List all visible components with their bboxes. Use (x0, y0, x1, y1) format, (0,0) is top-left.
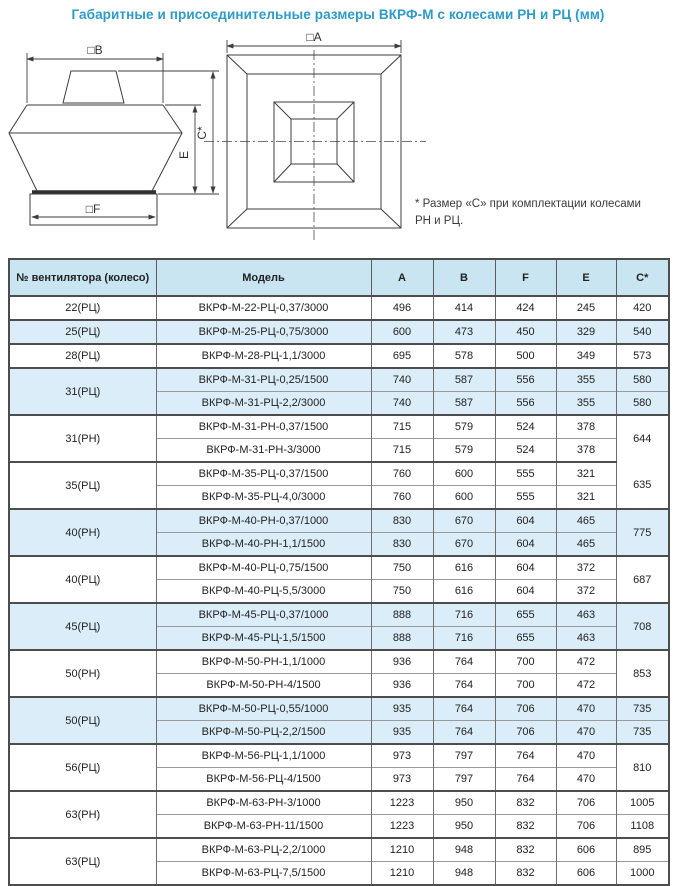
fan-number-cell: 63(РЦ) (9, 838, 156, 885)
header-dim-c: C* (616, 259, 669, 296)
dim-f-cell: 655 (495, 627, 556, 651)
dim-f-cell: 524 (495, 415, 556, 439)
model-cell: ВКРФ-М-45-РЦ-1,5/1500 (156, 627, 371, 651)
dim-b-cell: 764 (433, 674, 495, 698)
dim-e-cell: 472 (556, 650, 616, 674)
dim-f-cell: 832 (495, 838, 556, 862)
table-row (9, 320, 669, 344)
dim-e-cell: 355 (556, 392, 616, 416)
dim-c-cell: 580 (616, 368, 669, 392)
model-cell: ВКРФ-М-63-РЦ-2,2/1000 (156, 838, 371, 862)
fan-top-view-drawing (210, 28, 440, 248)
dim-c-cell: 580 (616, 392, 669, 416)
fan-number-cell: 45(РЦ) (9, 603, 156, 650)
header-dim-b: B (433, 259, 495, 296)
dim-e-cell: 706 (556, 791, 616, 815)
dim-a-cell: 935 (371, 721, 433, 745)
dim-c-cell: 1000 (616, 862, 669, 886)
dim-a-cell: 888 (371, 603, 433, 627)
dim-f-cell: 555 (495, 486, 556, 510)
dim-f-cell: 832 (495, 791, 556, 815)
dim-b-cell: 414 (433, 296, 495, 320)
dim-a-cell: 1210 (371, 862, 433, 886)
dim-a-cell: 1210 (371, 838, 433, 862)
dim-c-cell: 1108 (616, 815, 669, 839)
dim-c-cell: 540 (616, 320, 669, 344)
dim-a-cell: 740 (371, 392, 433, 416)
dim-a-cell: 750 (371, 580, 433, 604)
dim-c-cell: 775 (616, 509, 669, 556)
table-row (9, 744, 669, 768)
dim-f-cell: 832 (495, 862, 556, 886)
dim-b-cell: 579 (433, 415, 495, 439)
fan-number-cell: 25(РЦ) (9, 320, 156, 344)
dim-a-cell: 888 (371, 627, 433, 651)
dim-f-cell: 556 (495, 368, 556, 392)
model-cell: ВКРФ-М-25-РЦ-0,75/3000 (156, 320, 371, 344)
dim-b-cell: 764 (433, 721, 495, 745)
table-row (9, 838, 669, 862)
model-cell: ВКРФ-М-35-РЦ-0,37/1500 (156, 462, 371, 486)
model-cell: ВКРФ-М-50-РЦ-0,55/1000 (156, 697, 371, 721)
dim-e-cell: 472 (556, 674, 616, 698)
dim-c-cell: 635 (616, 462, 669, 509)
dim-a-cell: 740 (371, 368, 433, 392)
dim-e-cell: 706 (556, 815, 616, 839)
fan-number-cell: 22(РЦ) (9, 296, 156, 320)
dim-a-cell: 936 (371, 674, 433, 698)
fan-number-cell: 40(РЦ) (9, 556, 156, 603)
model-cell: ВКРФ-М-31-РЦ-0,25/1500 (156, 368, 371, 392)
fan-number-cell: 31(РЦ) (9, 368, 156, 415)
dim-a-cell: 973 (371, 768, 433, 792)
model-cell: ВКРФ-М-50-РЦ-2,2/1500 (156, 721, 371, 745)
dim-a-cell: 695 (371, 344, 433, 368)
dim-label-a: □A (306, 30, 322, 44)
dim-e-cell: 463 (556, 603, 616, 627)
model-cell: ВКРФ-М-31-РН-0,37/1500 (156, 415, 371, 439)
dim-e-cell: 470 (556, 744, 616, 768)
model-cell: ВКРФ-М-63-РН-11/1500 (156, 815, 371, 839)
dim-f-cell: 555 (495, 462, 556, 486)
dim-f-cell: 706 (495, 697, 556, 721)
dim-b-cell: 764 (433, 650, 495, 674)
header-dim-e: E (556, 259, 616, 296)
fan-number-cell: 31(РН) (9, 415, 156, 462)
model-cell: ВКРФ-М-50-РН-1,1/1000 (156, 650, 371, 674)
dim-e-cell: 470 (556, 697, 616, 721)
dim-c-cell: 735 (616, 721, 669, 745)
dim-b-cell: 716 (433, 627, 495, 651)
dim-e-cell: 606 (556, 838, 616, 862)
dim-b-cell: 473 (433, 320, 495, 344)
model-cell: ВКРФ-М-63-РН-3/1000 (156, 791, 371, 815)
fan-number-cell: 50(РЦ) (9, 697, 156, 744)
model-cell: ВКРФ-М-35-РЦ-4,0/3000 (156, 486, 371, 510)
table-row (9, 791, 669, 815)
table-header-row (9, 259, 669, 296)
dim-f-cell: 700 (495, 650, 556, 674)
dim-f-cell: 700 (495, 674, 556, 698)
dim-b-cell: 797 (433, 768, 495, 792)
dim-f-cell: 500 (495, 344, 556, 368)
dim-b-cell: 578 (433, 344, 495, 368)
table-row (9, 368, 669, 392)
dim-b-cell: 670 (433, 533, 495, 557)
dim-e-cell: 465 (556, 533, 616, 557)
dim-f-cell: 524 (495, 439, 556, 463)
dim-c-cell: 895 (616, 838, 669, 862)
dim-c-cell: 810 (616, 744, 669, 791)
dim-e-cell: 349 (556, 344, 616, 368)
fan-number-cell: 40(РН) (9, 509, 156, 556)
dim-e-cell: 606 (556, 862, 616, 886)
table-row (9, 509, 669, 533)
dim-f-cell: 764 (495, 768, 556, 792)
dim-e-cell: 465 (556, 509, 616, 533)
fan-number-cell: 35(РЦ) (9, 462, 156, 509)
dim-f-cell: 655 (495, 603, 556, 627)
dim-e-cell: 372 (556, 556, 616, 580)
header-model: Модель (156, 259, 371, 296)
dim-b-cell: 600 (433, 486, 495, 510)
header-dim-a: A (371, 259, 433, 296)
dim-a-cell: 973 (371, 744, 433, 768)
fan-number-cell: 63(РН) (9, 791, 156, 838)
dim-b-cell: 670 (433, 509, 495, 533)
footnote-size-c (415, 196, 665, 231)
dim-e-cell: 378 (556, 415, 616, 439)
dim-e-cell: 470 (556, 768, 616, 792)
dim-a-cell: 750 (371, 556, 433, 580)
dim-f-cell: 604 (495, 556, 556, 580)
dim-label-c: C* (195, 126, 209, 140)
dim-e-cell: 321 (556, 462, 616, 486)
model-cell: ВКРФ-М-56-РЦ-1,1/1000 (156, 744, 371, 768)
model-cell: ВКРФ-М-28-РЦ-1,1/3000 (156, 344, 371, 368)
dim-b-cell: 797 (433, 744, 495, 768)
dim-e-cell: 245 (556, 296, 616, 320)
dim-e-cell: 321 (556, 486, 616, 510)
dim-label-e: E (177, 150, 191, 160)
dim-f-cell: 604 (495, 580, 556, 604)
dim-c-cell: 420 (616, 296, 669, 320)
model-cell: ВКРФ-М-45-РЦ-0,37/1000 (156, 603, 371, 627)
dim-f-cell: 556 (495, 392, 556, 416)
dim-label-b: □B (87, 43, 103, 57)
dim-e-cell: 378 (556, 439, 616, 463)
dim-b-cell: 716 (433, 603, 495, 627)
model-cell: ВКРФ-М-40-РН-0,37/1000 (156, 509, 371, 533)
dim-f-cell: 764 (495, 744, 556, 768)
dim-a-cell: 715 (371, 439, 433, 463)
footnote-line-1: * Размер «С» при комплектации колесами (415, 198, 641, 210)
dim-f-cell: 424 (495, 296, 556, 320)
dim-c-cell: 735 (616, 697, 669, 721)
dim-e-cell: 355 (556, 368, 616, 392)
dim-b-cell: 587 (433, 392, 495, 416)
dim-f-cell: 604 (495, 509, 556, 533)
table-row (9, 650, 669, 674)
dim-b-cell: 948 (433, 838, 495, 862)
model-cell: ВКРФ-М-31-РЦ-2,2/3000 (156, 392, 371, 416)
model-cell: ВКРФ-М-22-РЦ-0,37/3000 (156, 296, 371, 320)
model-cell: ВКРФ-М-40-РЦ-5,5/3000 (156, 580, 371, 604)
fan-side-view-drawing (5, 33, 225, 248)
dim-f-cell: 706 (495, 721, 556, 745)
table-row (9, 556, 669, 580)
dim-e-cell: 372 (556, 580, 616, 604)
dim-c-cell: 1005 (616, 791, 669, 815)
dim-f-cell: 604 (495, 533, 556, 557)
dim-a-cell: 496 (371, 296, 433, 320)
dim-b-cell: 616 (433, 556, 495, 580)
dim-a-cell: 715 (371, 415, 433, 439)
header-fan-number: № вентилятора (колесо) (9, 259, 156, 296)
model-cell: ВКРФ-М-40-РН-1,1/1500 (156, 533, 371, 557)
dim-b-cell: 950 (433, 791, 495, 815)
dimension-drawings (0, 28, 676, 256)
table-row (9, 344, 669, 368)
table-row (9, 603, 669, 627)
dim-a-cell: 1223 (371, 815, 433, 839)
page-title: Габаритные и присоединительные размеры ВКРФ-М с колесами РН и РЦ (мм) (71, 7, 605, 22)
dim-c-cell: 708 (616, 603, 669, 650)
model-cell: ВКРФ-М-40-РЦ-0,75/1500 (156, 556, 371, 580)
dim-a-cell: 830 (371, 509, 433, 533)
dim-b-cell: 950 (433, 815, 495, 839)
dim-a-cell: 760 (371, 462, 433, 486)
model-cell: ВКРФ-М-31-РН-3/3000 (156, 439, 371, 463)
dim-a-cell: 600 (371, 320, 433, 344)
dim-b-cell: 948 (433, 862, 495, 886)
dim-f-cell: 450 (495, 320, 556, 344)
dim-a-cell: 936 (371, 650, 433, 674)
footnote-line-2: РН и РЦ. (415, 215, 464, 228)
dim-b-cell: 579 (433, 439, 495, 463)
dim-b-cell: 616 (433, 580, 495, 604)
table-row (9, 462, 669, 486)
dim-b-cell: 764 (433, 697, 495, 721)
fan-number-cell: 28(РЦ) (9, 344, 156, 368)
dim-b-cell: 587 (433, 368, 495, 392)
fan-number-cell: 50(РН) (9, 650, 156, 697)
dim-b-cell: 600 (433, 462, 495, 486)
dim-c-cell: 573 (616, 344, 669, 368)
dim-c-cell: 644 (616, 415, 669, 462)
dim-e-cell: 470 (556, 721, 616, 745)
dim-e-cell: 463 (556, 627, 616, 651)
dim-a-cell: 935 (371, 697, 433, 721)
dim-c-cell: 687 (616, 556, 669, 603)
header-dim-f: F (495, 259, 556, 296)
table-row (9, 296, 669, 320)
dim-c-cell: 853 (616, 650, 669, 697)
dimensions-table (8, 258, 670, 886)
model-cell: ВКРФ-М-56-РЦ-4/1500 (156, 768, 371, 792)
dim-label-f: □F (85, 202, 101, 216)
dimensions-table-body (9, 296, 669, 885)
dim-e-cell: 329 (556, 320, 616, 344)
table-row (9, 415, 669, 439)
dim-a-cell: 1223 (371, 791, 433, 815)
model-cell: ВКРФ-М-63-РЦ-7,5/1500 (156, 862, 371, 886)
fan-number-cell: 56(РЦ) (9, 744, 156, 791)
dim-f-cell: 832 (495, 815, 556, 839)
dim-a-cell: 760 (371, 486, 433, 510)
dim-a-cell: 830 (371, 533, 433, 557)
table-row (9, 697, 669, 721)
model-cell: ВКРФ-М-50-РН-4/1500 (156, 674, 371, 698)
